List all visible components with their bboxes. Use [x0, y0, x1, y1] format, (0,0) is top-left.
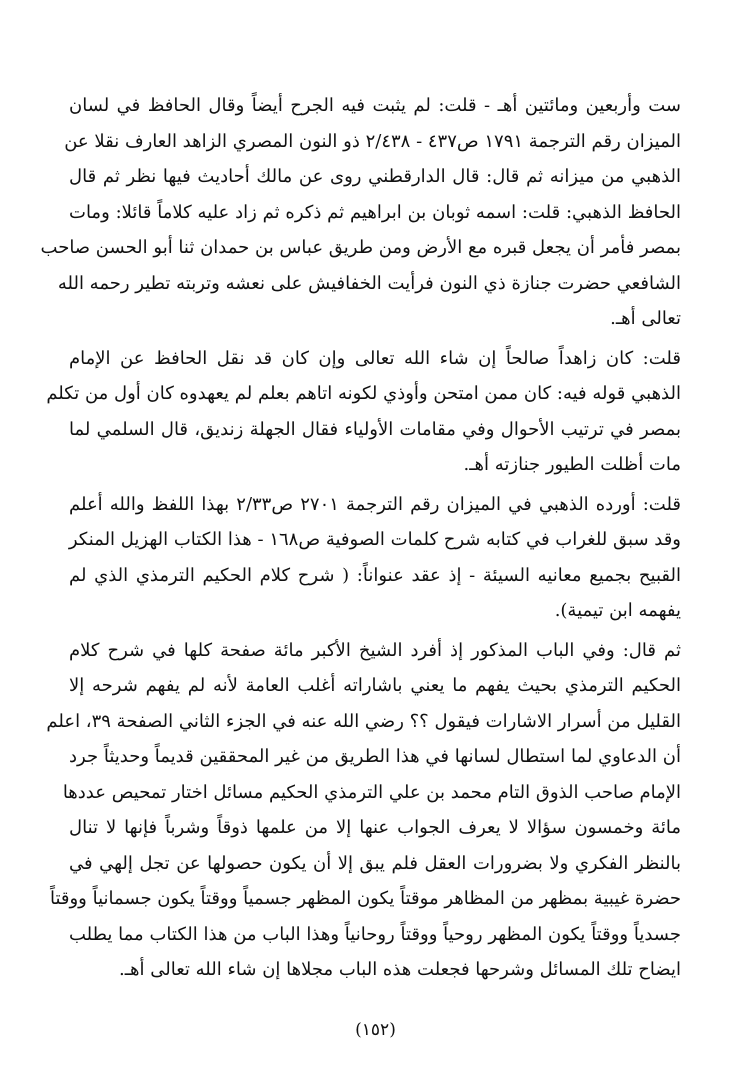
text-line: مات أظلت الطيور جنازته أهـ. [463, 454, 681, 475]
paragraph-4 [46, 633, 681, 988]
text-line: جسدياً ووقتاً يكون المظهر روحياً ووقتاً روحانياً وهذا الباب من هذا الكتاب مما يطلب [69, 923, 681, 945]
text-line: الذهبي قوله فيه: كان ممن امتحن وأوذي لكونه اتاهم بعلم لم يعهدوه كان أول من تكلم [46, 383, 681, 404]
text-line: القبيح بجميع معانيه السيئة - إذ عقد عنواناً: ( شرح كلام الحكيم الترمذي الذي لم [69, 564, 681, 586]
text-line: أن الدعاوي لما استطال لسانها في هذا الطريق من غير المحققين قديماً وحديثاً جرد [69, 746, 681, 767]
text-line: مائة وخمسون سؤالا لا يعرف الجواب عنها إلا من علمها ذوقاً وشرباً فإنها لا تنال [69, 817, 681, 838]
text-line: الإمام صاحب الذوق التام محمد بن علي الترمذي الحكيم مسائل اختار تمحيص عددها [62, 781, 681, 803]
text-line: بمصر فأمر أن يجعل قبره مع الأرض ومن طريق عباس بن حمدان ثنا أبو الحسن صاحب [40, 237, 681, 258]
page-number: (١٥٢) [355, 1020, 396, 1040]
text-line: تعالى أهـ. [610, 308, 681, 329]
text-line: الميزان رقم الترجمة ١٧٩١ ص٤٣٧ - ٢/٤٣٨ ذو النون المصري الزاهد العارف نقلا عن [64, 130, 681, 152]
text-line: بالنظر الفكري ولا بضرورات العقل فلم يبق إلا أن يكون حصولها عن تجل إلهي في [69, 852, 681, 874]
text-line: ست وأربعين ومائتين أهـ - قلت: لم يثبت فيه الجرح أيضاً وقال الحافظ في لسان [69, 95, 681, 116]
paragraph-2 [46, 341, 681, 483]
text-line: الحافظ الذهبي: قلت: اسمه ثوبان بن ابراهيم ثم ذكره ثم زاد عليه كلاماً قائلا: ومات [69, 201, 681, 223]
text-line: الذهبي من ميزانه ثم قال: قال الدارقطني روى عن مالك أحاديث فيها نظر ثم قال [69, 166, 681, 187]
text-line: ايضاح تلك المسائل وشرحها فجعلت هذه الباب مجلاها إن شاء الله تعالى أهـ. [119, 959, 681, 980]
text-line: ثم قال: وفي الباب المذكور إذ أفرد الشيخ الأكبر مائة صفحة كلها في شرح كلام [69, 639, 681, 661]
text-line: حضرة غيبية بمظهر من المظاهر موقتاً يكون المظهر جسمياً ووقتاً يكون جسمانياً ووقتاً [49, 888, 681, 909]
body-text [40, 88, 682, 988]
text-line: الشافعي حضرت جنازة ذي النون فرأيت الخفافيش على نعشه وتربته تطير رحمه الله [57, 272, 681, 294]
text-line: القليل من أسرار الاشارات فيقول ؟؟ رضي الله عنه في الجزء الثاني الصفحة ٣٩، اعلم [46, 710, 681, 732]
paragraph-3 [69, 487, 681, 629]
text-line: وقد سبق للغراب في كتابه شرح كلمات الصوفية ص١٦٨ - هذا الكتاب الهزيل المنكر [68, 529, 681, 550]
text-line: قلت: أورده الذهبي في الميزان رقم الترجمة ٢٧٠١ ص٢/٣٣ بهذا اللفظ والله أعلم [69, 493, 682, 515]
text-line: بمصر في ترتيب الأحوال وفي مقامات الأولياء فقال الجهلة زنديق، قال السلمي لما [69, 418, 681, 440]
text-line: الحكيم الترمذي بحيث يفهم ما يعني باشاراته أغلب العامة لأنه لم يفهم شرحه إلا [69, 675, 681, 696]
text-line: قلت: كان زاهداً صالحاً إن شاء الله تعالى وإن كان قد نقل الحافظ عن الإمام [69, 347, 681, 369]
paragraph-1 [40, 88, 681, 337]
text-line: يفهمه ابن تيمية). [554, 600, 681, 621]
